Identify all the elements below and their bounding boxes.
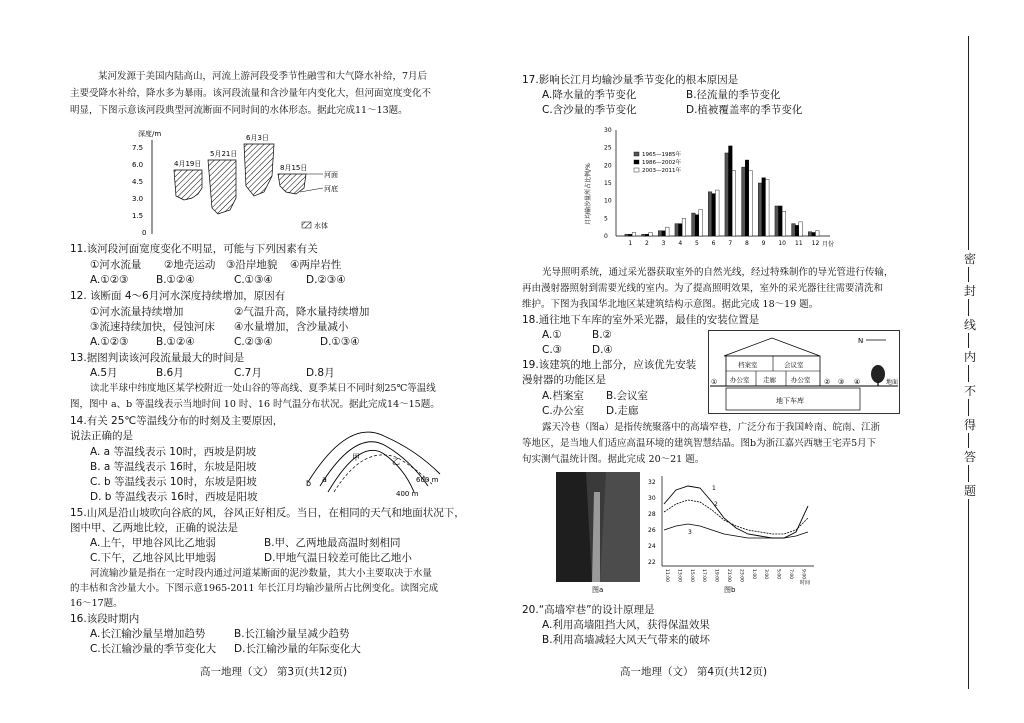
- chart-xtick-label: 2: [645, 240, 649, 247]
- figb-xtick-label: 1:00: [750, 569, 756, 580]
- temp-curve-2: [664, 500, 808, 534]
- chart-yticks: [604, 127, 612, 240]
- intro-paragraph-5-line-1: 露天冷巷（图a）是指传统聚落中的高墙窄巷，广泛分布于我国岭南、皖南、江浙: [542, 422, 881, 433]
- alley-left-wall: [556, 472, 592, 582]
- chart-bar: [749, 171, 753, 236]
- q19-option-a[interactable]: A.档案室: [542, 390, 584, 402]
- intro-paragraph-5-line-3: 旬实测气温统计图。据此完成 20～21 题。: [522, 454, 705, 465]
- point-jia: 甲: [352, 453, 360, 462]
- label-river-surface: 河面: [324, 171, 338, 179]
- q17-stem: 17.影响长江月均输沙量季节变化的根本原因是: [522, 74, 739, 86]
- alley-right-wall: [600, 472, 640, 582]
- chart-bar: [645, 234, 649, 236]
- chart-xtick-label: 3: [661, 240, 666, 247]
- room-archives: 档案室: [738, 361, 758, 369]
- chart-bar: [799, 222, 803, 236]
- q19-stem-line-2: 漫射器的功能区是: [522, 374, 606, 386]
- figb-xtick-label: 9:00: [800, 569, 806, 580]
- q15-stem-line-2: 图中甲、乙两地比较，正确的说法是: [70, 522, 238, 534]
- intro-paragraph-2-line-1: 读北半球中纬度地区某学校附近一处山谷的等高线、夏季某日不同时刻25℃等温线: [90, 383, 436, 394]
- q15-option-b[interactable]: B.甲、乙两地最高温时刻相同: [264, 537, 401, 549]
- tree-icon: [871, 365, 885, 383]
- room-office-2: 办公室: [791, 376, 811, 384]
- q12-option-a[interactable]: A.①②③: [90, 336, 129, 348]
- chart-bar: [758, 183, 762, 236]
- q13-option-d[interactable]: D.8月: [306, 367, 335, 379]
- chart-bar: [775, 206, 779, 236]
- chart-ytick-label: 25: [604, 144, 612, 152]
- q20-option-b[interactable]: B.利用高墙减轻大风天气带来的破坏: [542, 634, 711, 646]
- q18-option-d[interactable]: D.④: [592, 344, 613, 356]
- marker-3: ③: [838, 378, 845, 386]
- legend-water-swatch: [302, 222, 311, 228]
- binding-char: 封: [963, 284, 976, 298]
- chart-bar: [675, 224, 679, 236]
- chart-bar: [779, 206, 783, 236]
- intro-paragraph-1-line-2: 主要受降水补给，降水多为暴雨。该河段流量和含沙量年内变化大，但河面宽度变化不: [70, 88, 432, 99]
- q14-option-c[interactable]: C. b 等温线表示 10时，东坡是阳坡: [90, 476, 257, 488]
- chart-bar: [682, 218, 686, 236]
- figb-xtick-label: 7:00: [788, 569, 793, 580]
- figure-b-caption: 图b: [724, 586, 736, 594]
- chart-ytick-label: 10: [604, 197, 612, 205]
- curve-label-1: 1: [712, 485, 716, 492]
- intro-paragraph-2-line-2: 图，图中 a、b 等温线表示当地时间 10 时、16 时气温分布状况。据此完成14～15题。: [70, 399, 440, 410]
- intro-paragraph-4-line-3: 维护。下图为我国华北地区某建筑结构示意图。据此完成 18～19 题。: [522, 299, 819, 310]
- legend-label: 2003—2011年: [642, 168, 681, 174]
- chart-xtick-label: 4: [678, 240, 683, 247]
- section-apr19: [174, 170, 202, 200]
- isotherm-b: [334, 455, 432, 492]
- chart-bar: [632, 232, 636, 236]
- q14-stem-line-1: 14.有关 25℃等温线分布的时刻及主要原因，: [70, 415, 284, 427]
- q15-option-d[interactable]: D.甲地气温日较差可能比乙地小: [264, 552, 412, 564]
- chart-xticks: [628, 240, 819, 247]
- chart-xtick-label: 10: [778, 240, 786, 247]
- chart-bar: [732, 171, 736, 236]
- chart-bar: [712, 194, 716, 236]
- figb-xtick-label: 19:00: [713, 569, 719, 582]
- chart-bar: [625, 234, 629, 236]
- isotherm-a-label: a: [322, 475, 327, 484]
- q11-option-d[interactable]: D.②③④: [306, 274, 346, 286]
- q11-item: ③沿岸地貌: [226, 259, 278, 271]
- ground-label: 地面: [886, 379, 899, 386]
- q16-option-c[interactable]: C.长江输沙量的季节变化大: [90, 643, 217, 655]
- q17-option-a[interactable]: A.降水量的季节变化: [542, 89, 637, 101]
- fig1-ytick: 1.5: [132, 212, 144, 220]
- q17-option-d[interactable]: D.植被覆盖率的季节变化: [686, 104, 803, 116]
- figb-xtick-label: 11:00: [664, 569, 669, 582]
- river-cross-section-figure: [118, 126, 358, 244]
- q15-option-c[interactable]: C.下午，乙地谷风比甲地弱: [90, 552, 217, 564]
- right-page-footer: 高一地理（文） 第4页(共12页): [620, 666, 768, 678]
- chart-bar: [679, 224, 683, 236]
- chart-bar: [795, 225, 799, 236]
- fig1-ytick: 7.5: [132, 144, 144, 152]
- figb-xtick-label: 13:00: [676, 569, 682, 582]
- q14-option-b[interactable]: B. a 等温线表示 16时，东坡是阳坡: [90, 461, 257, 473]
- chart-bar: [742, 167, 746, 236]
- q15-stem-line-1: 15.山风是沿山坡吹向谷底的风，谷风正好相反。当日，在相同的天气和地面状况下，: [70, 507, 465, 519]
- chart-bar: [808, 232, 812, 236]
- chart-xlabel: 月份: [822, 241, 835, 248]
- intro-paragraph-3-line-1: 河流输沙量是指在一定时段内通过河道某断面的泥沙数量，其大小主要取决于水量: [90, 568, 433, 579]
- figb-xtick-label: 3:00: [763, 569, 769, 580]
- q12-item: ①河水流量持续增加: [90, 306, 184, 318]
- intro-paragraph-4-line-1: 光导照明系统，通过采光器获取室外的自然光线，经过特殊制作的导光管进行传输，: [542, 267, 894, 278]
- sediment-bar-chart: [584, 124, 846, 258]
- date-label: 5月21日: [210, 150, 238, 158]
- fig1-ytick: 3.0: [132, 195, 144, 203]
- legend-label: 1986—2002年: [642, 160, 681, 166]
- q13-option-b[interactable]: B.6月: [156, 367, 184, 379]
- room-office-1: 办公室: [730, 376, 750, 384]
- q19-option-d[interactable]: D.走廊: [606, 405, 639, 417]
- binding-char: 线: [963, 318, 976, 332]
- room-meeting: 会议室: [784, 361, 804, 369]
- fig1-ylabel: 深度/m: [138, 130, 162, 138]
- figb-xtick-label: 23:00: [738, 569, 744, 582]
- q20-stem: 20.“高墙窄巷”的设计原理是: [522, 604, 655, 616]
- chart-bar: [762, 178, 766, 236]
- q12-option-b[interactable]: B.①②④: [156, 336, 195, 348]
- q12-item: ②气温升高，降水量持续增加: [234, 306, 370, 318]
- q12-option-d[interactable]: D.①③④: [320, 336, 360, 348]
- legend-water-label: 水体: [314, 222, 328, 230]
- q19-option-b[interactable]: B.会议室: [606, 390, 649, 402]
- chart-bar: [708, 192, 712, 236]
- alley-photo-figure-a: [556, 472, 640, 594]
- chart-xtick-label: 12: [811, 240, 820, 247]
- legend-label: 1965—1985年: [642, 152, 681, 158]
- chart-bar: [782, 211, 786, 236]
- legend-swatch-1965: [634, 152, 639, 156]
- q11-option-a[interactable]: A.①②③: [90, 274, 129, 286]
- left-page-footer: 高一地理（文） 第3页(共12页): [200, 666, 348, 678]
- chart-ylabel: 月均输沙量所占比例/%: [585, 163, 592, 225]
- chart-bar: [665, 227, 669, 236]
- chart-bar: [715, 190, 719, 236]
- binding-char: 题: [963, 484, 976, 498]
- chart-bar: [812, 232, 816, 236]
- q17-option-c[interactable]: C.含沙量的季节变化: [542, 104, 637, 116]
- valley-isotherm-figure: [300, 424, 460, 500]
- q18-stem: 18.通往地下车库的室外采光器，最佳的安装位置是: [522, 314, 760, 326]
- q12-option-c[interactable]: C.②③④: [234, 336, 273, 348]
- chart-xtick-label: 11: [795, 240, 803, 247]
- q19-option-c[interactable]: C.办公室: [542, 405, 585, 417]
- binding-char: 内: [963, 350, 976, 364]
- chart-xtick-label: 5: [695, 240, 699, 247]
- figb-ytick: 26: [648, 527, 656, 534]
- section-jun03: [244, 144, 274, 196]
- q18-option-c[interactable]: C.③: [542, 344, 563, 356]
- point-yi: 乙: [392, 457, 400, 466]
- legend-swatch-1986: [634, 160, 639, 164]
- chart-bar: [745, 160, 749, 236]
- chart-bar: [765, 179, 769, 236]
- intro-paragraph-3-line-3: 16～17题。: [70, 598, 123, 609]
- marker-2: ②: [824, 378, 831, 386]
- q16-stem: 16.该段时期内: [70, 613, 140, 625]
- chart-bar: [725, 153, 729, 236]
- binding-char: 得: [963, 418, 976, 432]
- chart-ytick-label: 20: [604, 162, 612, 170]
- figb-ytick: 30: [648, 495, 656, 502]
- figb-xtick-label: 5:00: [775, 569, 781, 580]
- binding-char: 密: [963, 252, 976, 266]
- q11-item: ④两岸岩性: [290, 259, 342, 271]
- fig1-ytick: 4.5: [132, 178, 144, 186]
- chart-xtick-label: 1: [628, 240, 633, 247]
- q11-option-c[interactable]: C.①③④: [234, 274, 273, 286]
- q14-option-a[interactable]: A. a 等温线表示 10时，西坡是阴坡: [90, 446, 257, 458]
- temp-curve-1: [664, 486, 808, 538]
- figb-ytick: 22: [648, 559, 656, 566]
- chart-bar: [692, 213, 696, 236]
- figb-xtick-label: 17:00: [701, 569, 707, 582]
- date-label: 4月19日: [174, 160, 202, 168]
- q17-option-b[interactable]: B.径流量的季节变化: [686, 89, 781, 101]
- q12-item: ③流速持续加快，侵蚀河床: [90, 321, 215, 333]
- garage-label: 地下车库: [776, 397, 804, 405]
- chart-bar: [629, 234, 633, 236]
- q20-option-a[interactable]: A.利用高墙阻挡大风，获得保温效果: [542, 619, 710, 631]
- chart-ytick-label: 30: [604, 127, 612, 134]
- q14-stem-line-2: 说法正确的是: [70, 430, 133, 442]
- q16-option-b[interactable]: B.长江输沙量呈减少趋势: [234, 628, 350, 640]
- figb-ytick: 24: [648, 543, 656, 550]
- q11-item: ①河水流量: [90, 259, 142, 271]
- q13-option-a[interactable]: A.5月: [90, 367, 118, 379]
- figb-xtick-label: 15:00: [688, 569, 694, 582]
- chart-bar: [729, 146, 733, 236]
- q11-option-b[interactable]: B.①②④: [156, 274, 195, 286]
- intro-paragraph-5-line-2: 等地区，是当地人们适应高温环境的建筑智慧结晶。图b为浙江嘉兴西塘王宅弄5月下: [522, 438, 877, 449]
- q19-stem-line-1: 19.该建筑的地上部分，应该优先安装: [522, 359, 697, 371]
- intro-paragraph-1-line-1: 某河发源于美国内陆高山，河流上游河段受季节性融雪和大气降水补给，7月后: [98, 71, 428, 82]
- fig1-ytick: 0: [142, 229, 147, 237]
- isotherm-b-label: b: [306, 479, 312, 488]
- intro-paragraph-4-line-2: 再由漫射器照射到需要光线的室内。为了提高照明效果，室外的采光器往往需要清洗和: [522, 283, 884, 294]
- q12-stem: 12. 该断面 4～6月河水深度持续增加，原因有: [70, 290, 286, 302]
- curve-label-3: 3: [688, 529, 692, 536]
- chart-ytick-label: 5: [604, 215, 608, 223]
- temperature-line-figure-b: [642, 472, 820, 594]
- marker-1: ①: [711, 378, 718, 386]
- chart-bar: [658, 231, 662, 236]
- q16-option-a[interactable]: A.长江输沙量呈增加趋势: [90, 628, 206, 640]
- chart-bar: [815, 231, 819, 236]
- date-label: 8月15日: [280, 164, 308, 172]
- label-river-bed: 河底: [324, 185, 338, 193]
- binding-char: 答: [963, 450, 976, 464]
- contour-400-label: 400 m: [396, 490, 419, 498]
- chart-ytick-label: 15: [604, 180, 612, 187]
- section-may21: [208, 160, 236, 214]
- figb-ytick: 28: [648, 511, 656, 518]
- figb-xticks: [664, 569, 806, 582]
- date-label: 6月3日: [246, 134, 269, 142]
- intro-paragraph-1-line-3: 明显，下图示意该河段典型河流断面不同时间的水体形态。据此完成11～13题。: [70, 105, 408, 116]
- chart-legend: [634, 150, 681, 174]
- curve-label-2: 2: [714, 501, 718, 508]
- chart-bar: [662, 231, 666, 236]
- figb-xlabel: 时间: [800, 580, 811, 586]
- figure-a-caption: 图a: [592, 586, 604, 594]
- figb-ytick: 32: [648, 479, 656, 486]
- q11-item: ②地壳运动: [164, 259, 216, 271]
- chart-bar: [642, 234, 646, 236]
- chart-xtick-label: 8: [745, 240, 749, 247]
- chart-xtick-label: 6: [711, 240, 716, 247]
- marker-4: ④: [854, 378, 861, 386]
- figb-xtick-label: 21:00: [726, 569, 731, 582]
- q11-stem: 11.该河段河面宽度变化不明显，可能与下列因素有关: [70, 243, 318, 255]
- q18-option-b[interactable]: B.②: [592, 329, 612, 341]
- intro-paragraph-3-line-2: 的丰枯和含沙量大小。下图示意1965-2011 年长江月均输沙量所占比例变化。读图完成: [70, 583, 439, 594]
- binding-char: 不: [963, 384, 976, 398]
- chart-bar: [699, 210, 703, 237]
- chart-xtick-label: 7: [728, 240, 733, 247]
- q18-option-a[interactable]: A.①: [542, 329, 562, 341]
- north-label: N: [858, 337, 864, 345]
- chart-xtick-label: 9: [761, 240, 766, 247]
- chart-bar: [792, 224, 796, 236]
- fig1-ytick: 6.0: [132, 161, 144, 169]
- q16-option-d[interactable]: D.长江输沙量的年际变化大: [234, 643, 361, 655]
- room-corridor: 走廊: [763, 376, 776, 384]
- q13-option-c[interactable]: C.7月: [234, 367, 262, 379]
- legend-swatch-2003: [634, 168, 639, 172]
- q15-option-a[interactable]: A.上午，甲地谷风比乙地弱: [90, 537, 216, 549]
- q12-item: ④水量增加，含沙量减小: [234, 321, 349, 333]
- chart-bar: [695, 215, 699, 236]
- section-aug15: [278, 174, 306, 194]
- q13-stem: 13.据图判读该河段流量最大的时间是: [70, 352, 245, 364]
- chart-ytick-label: 0: [604, 233, 608, 240]
- chart-bar: [649, 232, 653, 236]
- q14-option-d[interactable]: D. b 等温线表示 16时，西坡是阳坡: [90, 491, 258, 503]
- contour-600-label: 600 m: [416, 476, 439, 484]
- building-structure-figure: [708, 330, 900, 414]
